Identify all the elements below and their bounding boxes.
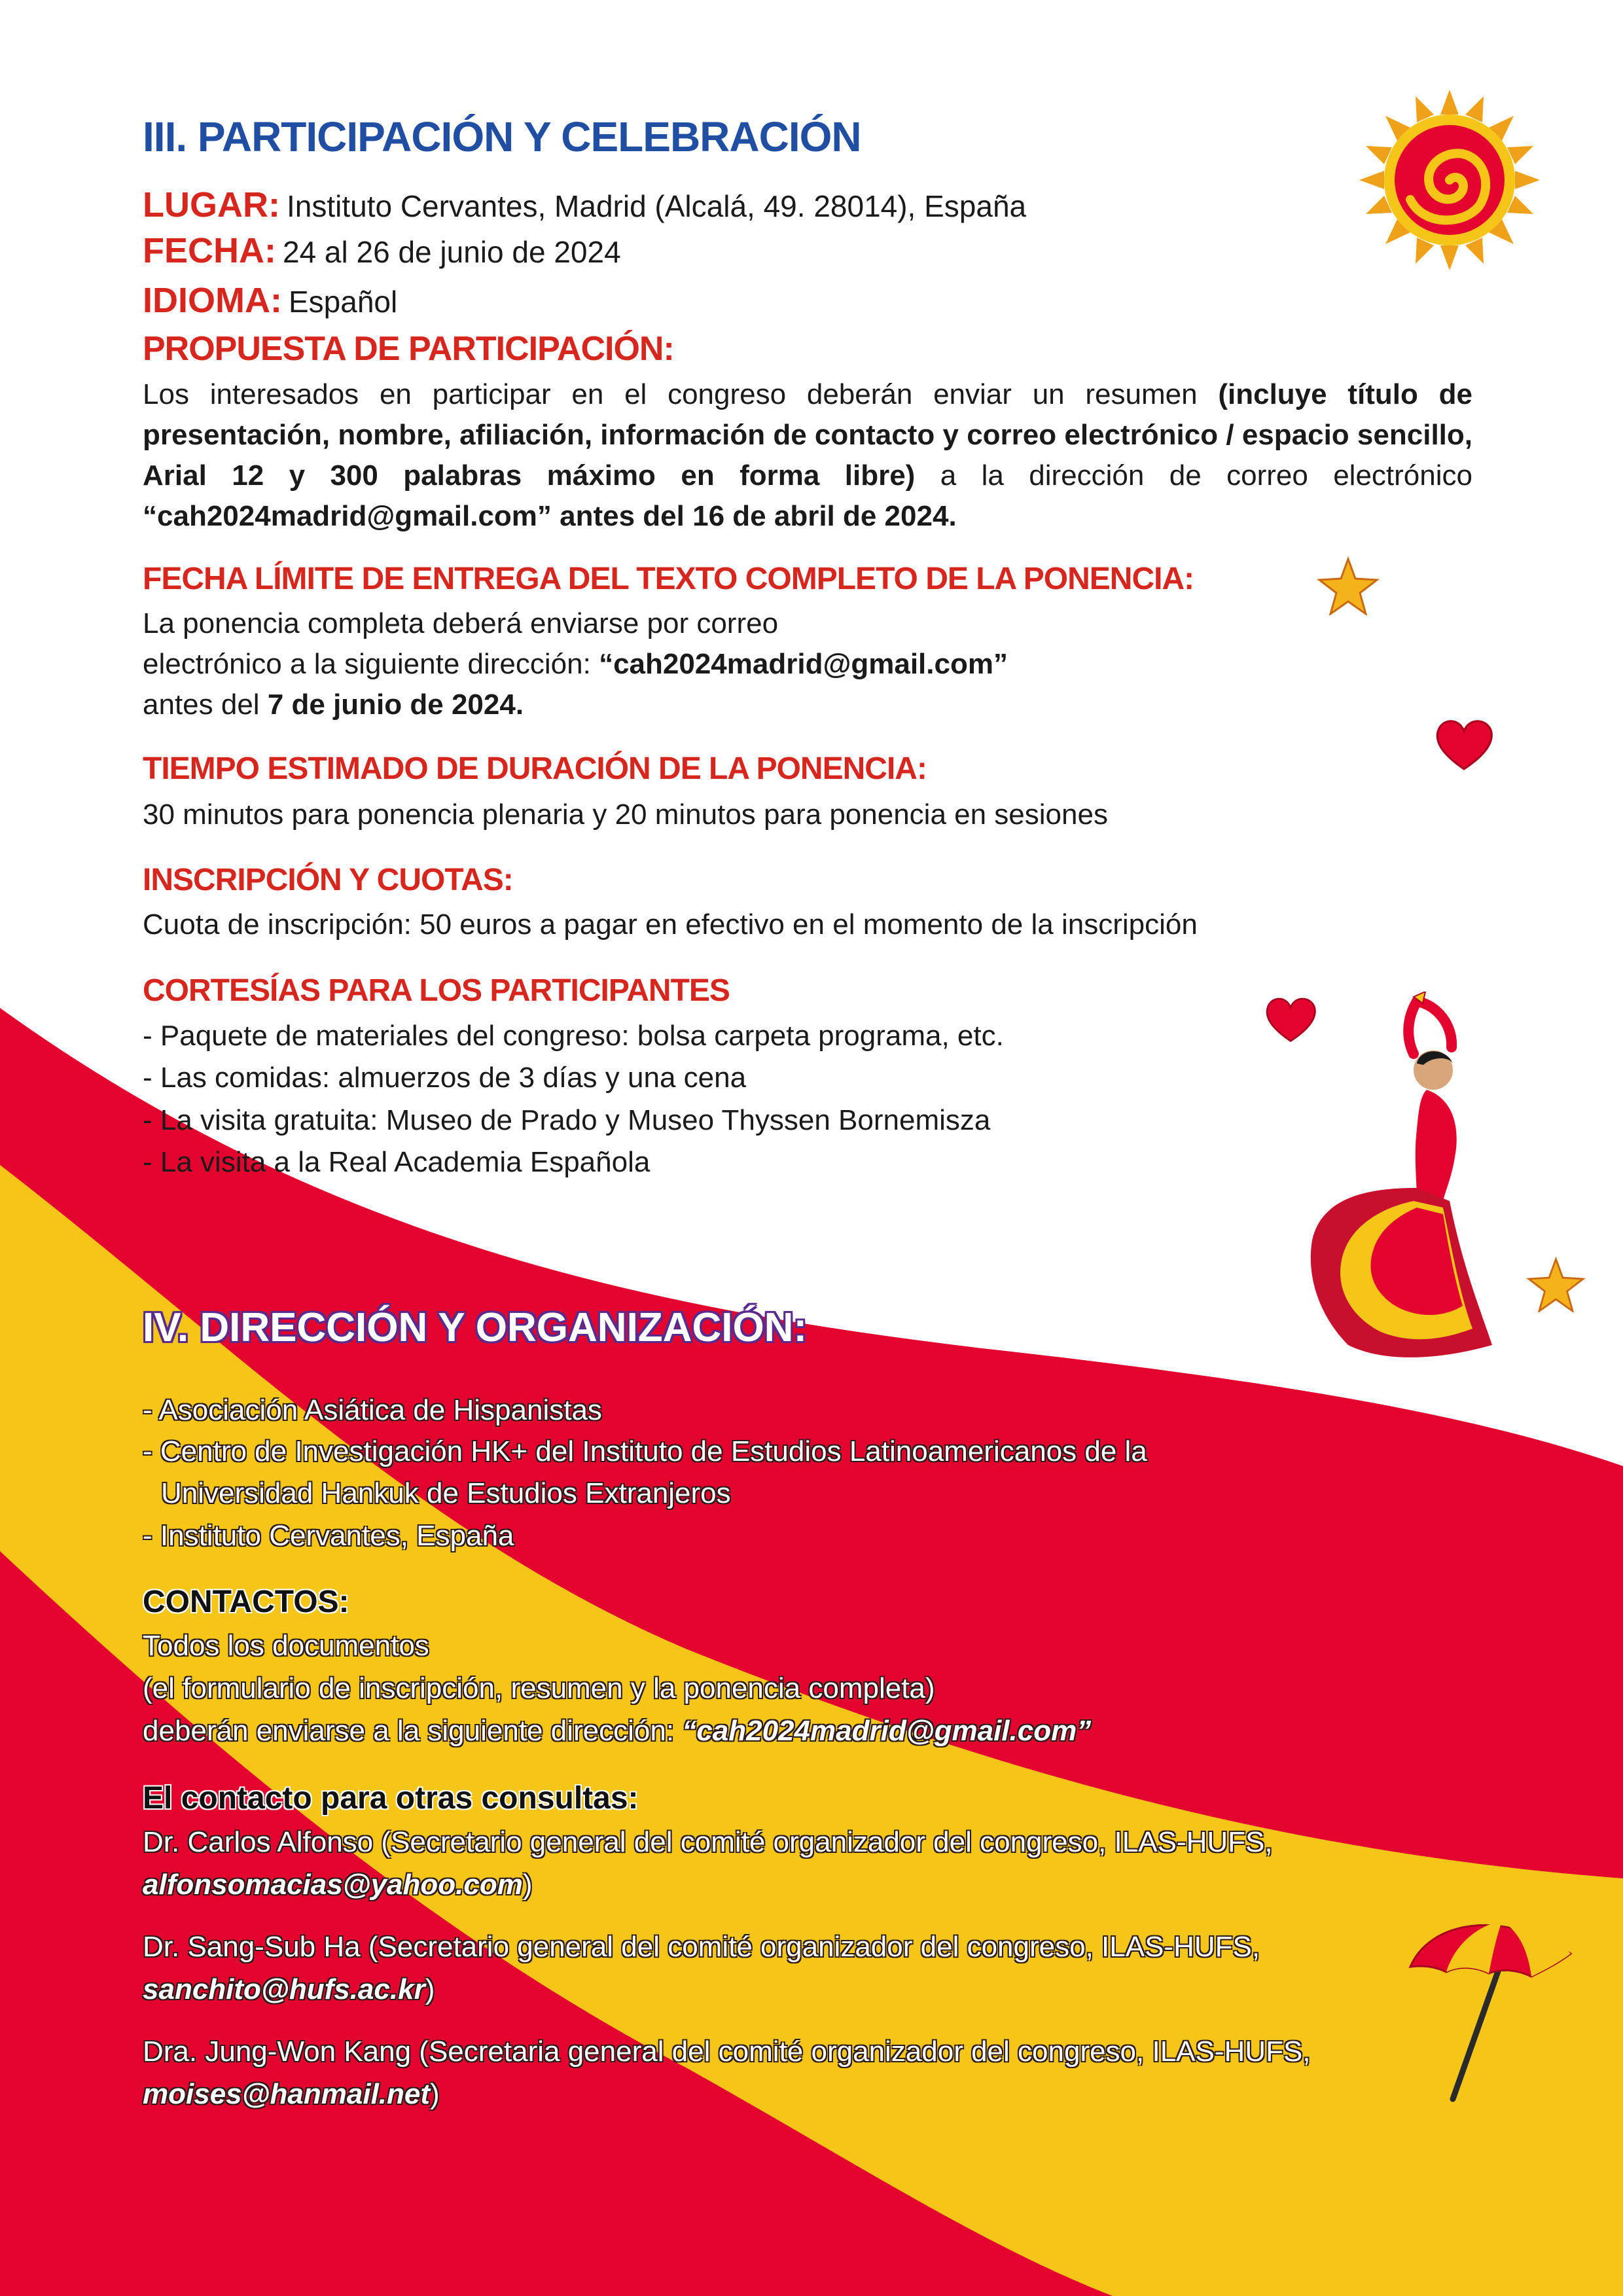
limite-line3-a: antes del — [143, 689, 268, 721]
lugar-value: Instituto Cervantes, Madrid (Alcalá, 49. 28014), España — [286, 189, 1027, 223]
cortesias-title: CORTESÍAS PARA LOS PARTICIPANTES — [143, 973, 730, 1008]
inscripcion-text: Cuota de inscripción: 50 euros a pagar en efectivo en el momento de la inscripción — [143, 908, 1198, 941]
contact-close: ) — [425, 1973, 435, 2005]
flamenco-dancer-icon — [1296, 992, 1512, 1371]
section4-title: IV. DIRECCIÓN Y ORGANIZACIÓN: — [143, 1305, 808, 1350]
idioma-value: Español — [288, 285, 398, 319]
fecha-row — [143, 230, 621, 271]
contact-line: Dra. Jung-Won Kang (Secretaria general del comité organizador del congreso, ILAS-HUFS, — [143, 2036, 1311, 2068]
contact-email-row — [143, 1869, 533, 1901]
lugar-label: LUGAR: — [143, 185, 280, 224]
contactos-line1: Todos los documentos — [143, 1630, 429, 1662]
tiempo-title: TIEMPO ESTIMADO DE DURACIÓN DE LA PONENCIA: — [143, 751, 927, 786]
propuesta-title: PROPUESTA DE PARTICIPACIÓN: — [143, 330, 674, 368]
propuesta-bold: (incluye título de presentación, nombre, afiliación, información de contacto y correo electrónico / espacio sencillo, Arial 12 y 300 palabras máximo en forma libre) — [143, 378, 1472, 492]
sun-icon — [1358, 88, 1541, 272]
propuesta-text-2: a la dirección de correo electrónico — [915, 459, 1472, 492]
idioma-label: IDIOMA: — [143, 281, 282, 320]
fecha-label: FECHA: — [143, 231, 276, 270]
limite-title: FECHA LÍMITE DE ENTREGA DEL TEXTO COMPLETO DE LA PONENCIA: — [143, 562, 1194, 596]
contact-email-row — [143, 2078, 440, 2111]
list-item: - Paquete de materiales del congreso: bolsa carpeta programa, etc. — [143, 1020, 1004, 1052]
contactos-line3-a: deberán enviarse a la siguiente dirección: — [143, 1715, 683, 1747]
fecha-value: 24 al 26 de junio de 2024 — [282, 235, 621, 269]
beach-umbrella-icon — [1404, 1914, 1580, 2104]
contact-line: Dr. Carlos Alfonso (Secretario general del comité organizador del congreso, ILAS-HUFS, — [143, 1826, 1273, 1858]
limite-line2-a: electrónico a la siguiente dirección: — [143, 648, 599, 680]
contactos-email: “cah2024madrid@gmail.com” — [682, 1715, 1092, 1747]
contact-email: sanchito@hufs.ac.kr — [143, 1973, 425, 2005]
contact-close: ) — [522, 1869, 533, 1901]
star-icon — [1525, 1257, 1587, 1312]
limite-email: “cah2024madrid@gmail.com” — [599, 648, 1008, 680]
heart-icon — [1433, 717, 1495, 772]
star-icon — [1315, 556, 1381, 615]
limite-date: 7 de junio de 2024. — [267, 689, 524, 721]
list-item: - Asociación Asiática de Hispanistas — [143, 1394, 602, 1426]
propuesta-text-1: Los interesados en participar en el congreso deberán enviar un resumen — [143, 378, 1219, 410]
contact-email: alfonsomacias@yahoo.com — [143, 1869, 523, 1901]
contact-close: ) — [430, 2078, 440, 2110]
contactos-line3 — [143, 1715, 1091, 1748]
list-item: - Las comidas: almuerzos de 3 días y una cena — [143, 1062, 747, 1094]
idioma-row — [143, 280, 397, 321]
limite-line1: La ponencia completa deberá enviarse por correo — [143, 607, 779, 639]
list-item: - Instituto Cervantes, España — [143, 1520, 514, 1552]
list-item: - La visita a la Real Academia Española — [143, 1146, 651, 1178]
limite-line2 — [143, 648, 1008, 681]
contact-email-row — [143, 1973, 435, 2006]
contactos-line2: (el formulario de inscripción, resumen y la ponencia completa) — [143, 1672, 935, 1704]
lugar-row — [143, 185, 1026, 225]
contact-email: moises@hanmail.net — [143, 2078, 431, 2110]
section3-title: III. PARTICIPACIÓN Y CELEBRACIÓN — [143, 113, 861, 160]
list-item: - Centro de Investigación HK+ del Instituto de Estudios Latinoamericanos de la — [143, 1435, 1147, 1467]
otras-title: El contacto para otras consultas: — [143, 1781, 639, 1816]
inscripcion-title: INSCRIPCIÓN Y CUOTAS: — [143, 863, 513, 897]
propuesta-bold-2: “cah2024madrid@gmail.com” antes del 16 de abril de 2024. — [143, 500, 957, 532]
limite-line3 — [143, 689, 524, 721]
contactos-title: CONTACTOS: — [143, 1585, 349, 1619]
tiempo-text: 30 minutos para ponencia plenaria y 20 minutos para ponencia en sesiones — [143, 798, 1108, 831]
list-item: - La visita gratuita: Museo de Prado y Museo Thyssen Bornemisza — [143, 1104, 991, 1136]
list-item: Universidad Hankuk de Estudios Extranjeros — [161, 1477, 731, 1509]
propuesta-text — [143, 374, 1472, 537]
contact-line: Dr. Sang-Sub Ha (Secretario general del comité organizador del congreso, ILAS-HUFS, — [143, 1931, 1260, 1963]
